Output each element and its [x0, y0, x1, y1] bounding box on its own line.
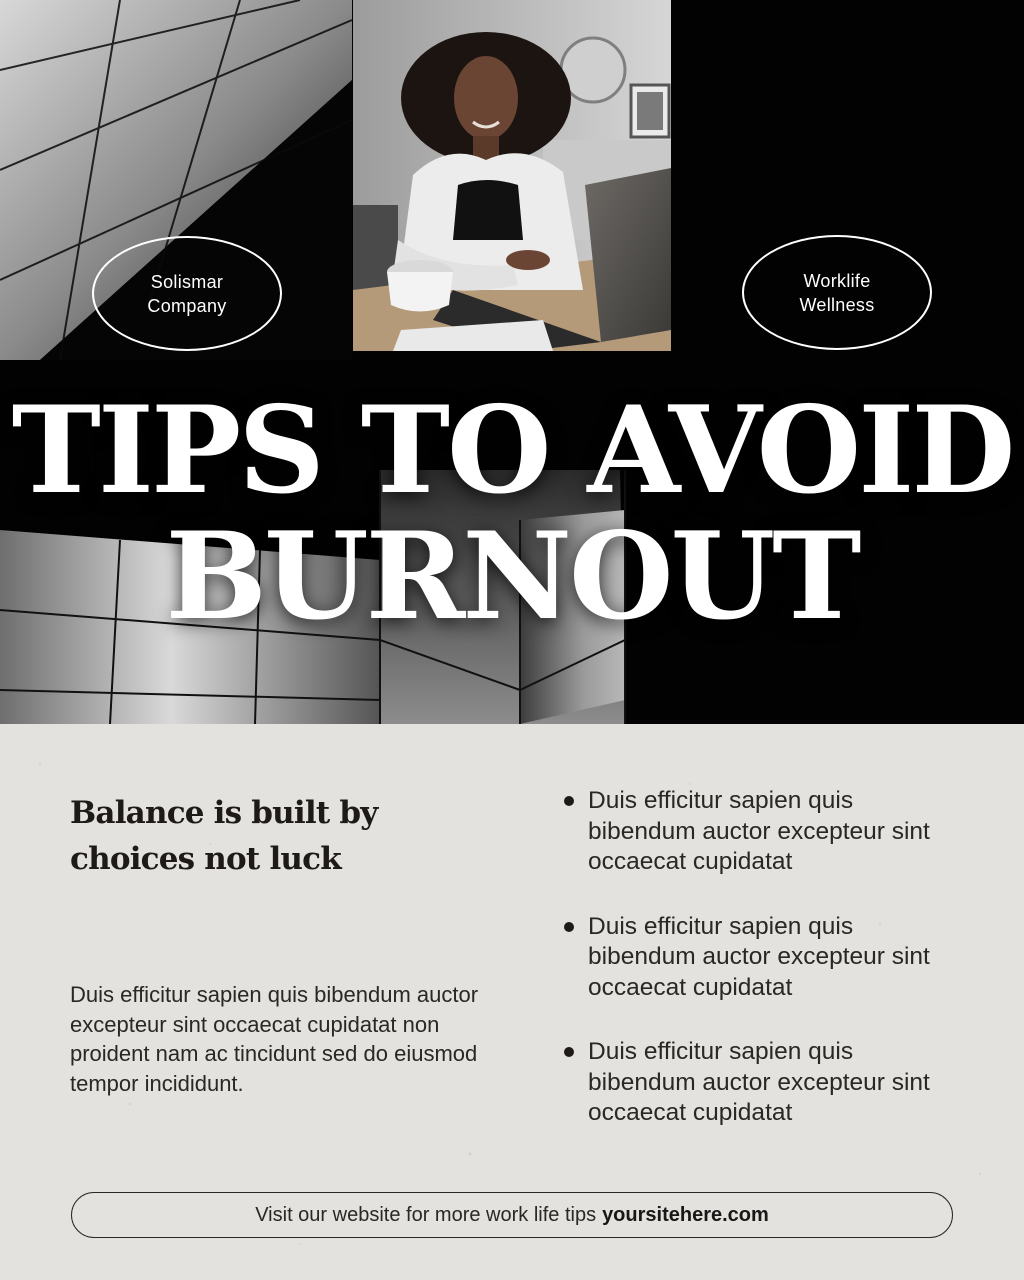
tagline-line-2: choices not luck [70, 841, 341, 877]
company-badge-line2: Company [147, 295, 227, 316]
website-link[interactable]: yoursitehere.com [602, 1203, 769, 1226]
cta-text: Visit our website for more work life tips [255, 1203, 597, 1226]
company-badge [92, 236, 282, 351]
tagline-heading [70, 790, 450, 882]
website-cta [71, 1192, 953, 1238]
tagline-line-1: Balance is built by [70, 795, 378, 831]
company-badge-line1: Solismar [150, 271, 224, 292]
wellness-badge [742, 235, 932, 350]
list-item [562, 912, 962, 1004]
body-paragraph: Duis efficitur sapien quis bibendum auctor excepteur sint occaecat cupidatat non proident nam ac tincidunt sed do eiusmod tempor incididunt. [70, 982, 479, 1096]
wellness-badge-line2: Wellness [799, 294, 875, 315]
list-item-text: Duis efficitur sapien quis bibendum auctor excepteur sint occaecat cupidatat [588, 787, 930, 875]
list-item-text: Duis efficitur sapien quis bibendum auctor excepteur sint occaecat cupidatat [588, 1038, 930, 1126]
bullet-dot-icon [564, 1047, 574, 1057]
list-item [562, 1037, 962, 1129]
photo-illustration [353, 0, 671, 351]
wellness-badge-line1: Worklife [803, 270, 871, 291]
bullet-dot-icon [564, 796, 574, 806]
title-line-1: TIPS TO AVOID [11, 380, 1013, 521]
page-title [0, 380, 1024, 647]
list-item [562, 786, 962, 878]
woman-laptop-photo [353, 0, 671, 351]
list-item-text: Duis efficitur sapien quis bibendum auctor excepteur sint occaecat cupidatat [588, 912, 930, 1001]
bullet-dot-icon [564, 922, 574, 932]
tips-list [562, 786, 962, 1163]
title-line-2: BURNOUT [165, 506, 859, 647]
content-section [0, 724, 1024, 1280]
